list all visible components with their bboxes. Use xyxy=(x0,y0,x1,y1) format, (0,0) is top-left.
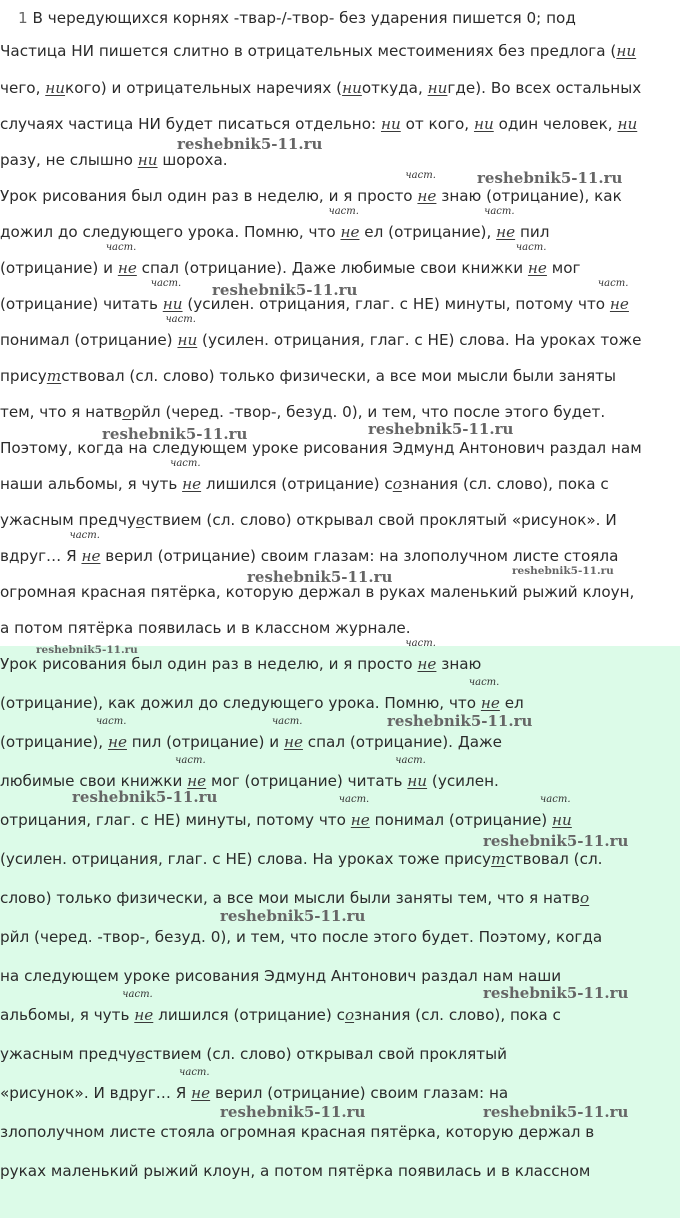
text-run: случаях частица НИ будет писаться отдельно: xyxy=(0,115,381,133)
highlighted-morpheme: ни xyxy=(45,79,66,97)
particle-tag: част. xyxy=(165,314,196,325)
text-run: чего, xyxy=(0,79,46,97)
text-run: ужасным предчу xyxy=(0,511,136,529)
text-run: отрицания, глаг. с НЕ) минуты, потому что xyxy=(0,811,351,829)
text-run: лишился (отрицание) с xyxy=(153,1006,345,1024)
text-run: лишился (отрицание) с xyxy=(201,475,393,493)
watermark: reshebnik5-11.ru xyxy=(477,169,623,187)
particle-tag: част. xyxy=(150,278,182,289)
text-run: В чередующихся корнях -твар-/-твор- без ударения пишется 0; под xyxy=(32,9,576,27)
text-run: ел xyxy=(499,694,524,712)
text-run: огромная красная пятёрка, которую держал в руках маленький рыжий клоун, xyxy=(0,583,635,601)
text-run: кого) и отрицательных наречиях ( xyxy=(65,79,343,97)
particle-tag: част. xyxy=(122,989,153,1000)
text-run: пил xyxy=(515,223,550,241)
text-run: руках маленький рыжий клоун, а потом пятёрка появилась и в классном xyxy=(0,1162,591,1180)
particle-word: не xyxy=(81,547,101,565)
text-run: (отрицание), xyxy=(0,733,108,751)
highlighted-morpheme: ни xyxy=(137,151,158,169)
particle-tag: част. xyxy=(170,458,201,469)
highlighted-morpheme: т xyxy=(491,850,506,868)
text-run: рйл (черед. -твор-, безуд. 0), и тем, что после этого будет. Поэтому, когда xyxy=(0,928,603,946)
particle-tag: част. xyxy=(271,716,303,727)
text-run: знания (сл. слово), пока с xyxy=(401,475,609,493)
highlighted-morpheme: о xyxy=(579,889,590,907)
text-run: Урок рисования был один раз в неделю, и я просто xyxy=(0,187,418,205)
text-run: где). Во всех остальных xyxy=(447,79,642,97)
watermark: reshebnik5-11.ru xyxy=(220,907,366,925)
text-run: пил (отрицание) и xyxy=(126,733,284,751)
text-run: слово) только физически, а все мои мысли были заняты тем, что я натв xyxy=(0,889,580,907)
text-run: тем, что я натв xyxy=(0,403,123,421)
text-run: (отрицание), как дожил до следующего урока. Помню, что xyxy=(0,694,481,712)
text-run: знаю xyxy=(436,655,482,673)
highlighted-morpheme: ни xyxy=(616,42,637,60)
text-run: мог xyxy=(546,259,581,277)
text-run: вдруг… Я xyxy=(0,547,82,565)
watermark: reshebnik5-11.ru xyxy=(483,832,629,850)
text-run: ствовал (сл. xyxy=(505,850,603,868)
text-run: (усилен. xyxy=(427,772,499,790)
line-number: 1 xyxy=(18,9,33,27)
text-run: альбомы, я чуть xyxy=(0,1006,135,1024)
text-run: рйл (черед. -твор-, безуд. 0), и тем, что после этого будет. xyxy=(131,403,606,421)
text-run: мог (отрицание) читать xyxy=(206,772,408,790)
text-run: Частица НИ пишется слитно в отрицательных местоимениях без предлога ( xyxy=(0,42,617,60)
particle-word: не xyxy=(480,694,500,712)
particle-tag: част. xyxy=(405,638,436,649)
text-run: спал (отрицание). Даже любимые свои книжки xyxy=(136,259,528,277)
particle-tag: част. xyxy=(597,278,629,289)
highlighted-morpheme: ни xyxy=(342,79,362,97)
particle-tag: част. xyxy=(395,755,426,766)
particle-tag: част. xyxy=(484,206,515,217)
text-run: дожил до следующего урока. Помню, что xyxy=(0,223,341,241)
particle-word: не xyxy=(187,772,207,790)
text-run: (отрицание) и xyxy=(0,259,118,277)
particle-word: не xyxy=(182,475,202,493)
watermark: reshebnik5-11.ru xyxy=(512,565,614,577)
text-run: а потом пятёрка появилась и в классном журнале. xyxy=(0,619,411,637)
watermark: reshebnik5-11.ru xyxy=(36,644,138,656)
text-run: ствием (сл. слово) открывал свой проклятый «рисунок». И xyxy=(144,511,617,529)
particle-word: не xyxy=(417,655,437,673)
particle-word: не xyxy=(350,811,370,829)
particle-word: не xyxy=(283,733,303,751)
text-run: (усилен. отрицания, глаг. с НЕ) слова. На уроках тоже прису xyxy=(0,850,492,868)
highlighted-morpheme: ни xyxy=(473,115,494,133)
particle-tag: част. xyxy=(540,794,571,805)
text-run: ствовал (сл. слово) только физически, а все мои мысли были заняты xyxy=(61,367,616,385)
text-run: ел (отрицание), xyxy=(359,223,497,241)
particle-word: ни xyxy=(552,811,572,829)
particle-tag: част. xyxy=(515,242,547,253)
text-run: на следующем уроке рисования Эдмунд Антонович раздал нам наши xyxy=(0,967,562,985)
particle-tag: част. xyxy=(175,755,206,766)
text-run: откуда, xyxy=(361,79,428,97)
particle-tag: част. xyxy=(179,1067,210,1078)
particle-word: не xyxy=(134,1006,154,1024)
text-run: наши альбомы, я чуть xyxy=(0,475,183,493)
watermark: reshebnik5-11.ru xyxy=(387,712,533,730)
text-run: разу, не слышно xyxy=(0,151,138,169)
highlighted-morpheme: ни xyxy=(380,115,401,133)
particle-word: не xyxy=(417,187,437,205)
particle-word: не xyxy=(107,733,127,751)
particle-tag: част. xyxy=(95,716,127,727)
highlighted-morpheme: ни xyxy=(427,79,448,97)
highlighted-morpheme: о xyxy=(344,1006,355,1024)
particle-word: ни xyxy=(407,772,428,790)
watermark: reshebnik5-11.ru xyxy=(72,788,218,806)
particle-tag: част. xyxy=(69,530,100,541)
text-run: (усилен. отрицания, глаг. с НЕ) слова. На уроках тоже xyxy=(197,331,642,349)
text-run: знаю (отрицание), как xyxy=(436,187,622,205)
text-run: прису xyxy=(0,367,47,385)
text-run: (отрицание) читать xyxy=(0,295,163,313)
particle-word: не xyxy=(340,223,360,241)
highlighted-morpheme: о xyxy=(392,475,402,493)
highlighted-morpheme: в xyxy=(135,1045,145,1063)
particle-word: не xyxy=(496,223,516,241)
highlighted-morpheme: в xyxy=(135,511,145,529)
watermark: reshebnik5-11.ru xyxy=(212,281,358,299)
watermark: reshebnik5-11.ru xyxy=(483,1103,629,1121)
watermark: reshebnik5-11.ru xyxy=(483,984,629,1002)
highlighted-morpheme: о xyxy=(122,403,132,421)
text-run: спал (отрицание). Даже xyxy=(302,733,503,751)
text-run: верил (отрицание) своим глазам: на xyxy=(210,1084,509,1102)
particle-word: не xyxy=(117,259,137,277)
text-run: понимал (отрицание) xyxy=(0,331,178,349)
watermark: reshebnik5-11.ru xyxy=(368,420,514,438)
text-run: ствием (сл. слово) открывал свой проклятый xyxy=(144,1045,508,1063)
highlighted-morpheme: т xyxy=(46,367,62,385)
particle-tag: част. xyxy=(405,170,436,181)
text-run: верил (отрицание) своим глазам: на злополучном листе стояла xyxy=(100,547,619,565)
highlighted-morpheme: ни xyxy=(617,115,638,133)
particle-word: не xyxy=(527,259,547,277)
watermark: reshebnik5-11.ru xyxy=(102,425,248,443)
particle-word: не xyxy=(191,1084,211,1102)
text-run: (усилен. отрицания, глаг. с НЕ) минуты, потому что xyxy=(182,295,610,313)
watermark: reshebnik5-11.ru xyxy=(177,135,323,153)
text-run: знания (сл. слово), пока с xyxy=(354,1006,561,1024)
text-run: «рисунок». И вдруг… Я xyxy=(0,1084,192,1102)
particle-tag: част. xyxy=(105,242,137,253)
text-run: шороха. xyxy=(157,151,228,169)
particle-tag: част. xyxy=(468,677,500,688)
particle-word: ни xyxy=(162,295,183,313)
particle-tag: част. xyxy=(328,206,359,217)
particle-tag: част. xyxy=(338,794,370,805)
text-run: злополучном листе стояла огромная красная пятёрка, которую держал в xyxy=(0,1123,595,1141)
text-run: ужасным предчу xyxy=(0,1045,136,1063)
text-run: любимые свои книжки xyxy=(0,772,188,790)
text-run: понимал (отрицание) xyxy=(369,811,553,829)
text-run: от кого, xyxy=(400,115,474,133)
text-run: Урок рисования был один раз в неделю, и я просто xyxy=(0,655,418,673)
particle-word: не xyxy=(609,295,629,313)
watermark: reshebnik5-11.ru xyxy=(247,568,393,586)
text-run: Поэтому, когда на следующем уроке рисования Эдмунд Антонович раздал нам xyxy=(0,439,642,457)
particle-word: ни xyxy=(177,331,198,349)
text-run: один человек, xyxy=(493,115,618,133)
watermark: reshebnik5-11.ru xyxy=(220,1103,366,1121)
